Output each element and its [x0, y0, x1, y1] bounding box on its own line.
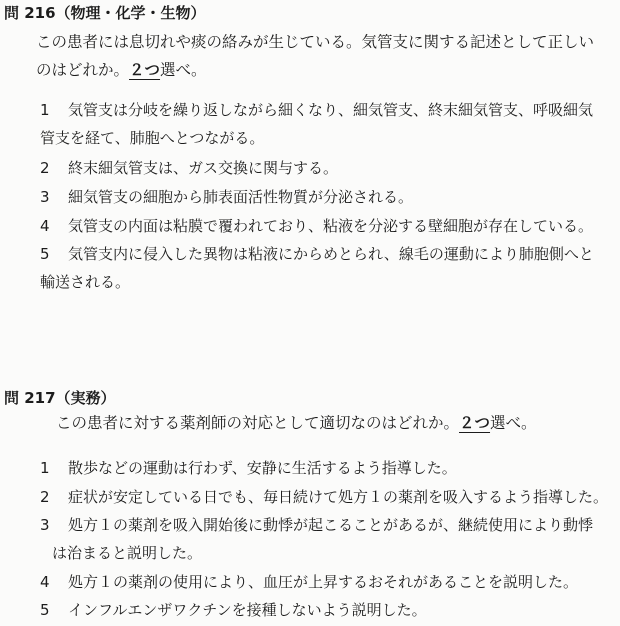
option-number: 4 — [40, 573, 50, 591]
stem-text: のはどれか。 — [36, 61, 130, 79]
option-3 — [40, 183, 620, 211]
stem-text: 選べ。 — [160, 61, 207, 79]
answer-count: ２つ — [459, 414, 491, 432]
stem-text: この患者に対する薬剤師の対応として適切なのはどれか。 — [56, 414, 460, 432]
option-number: 2 — [40, 159, 50, 177]
option-3 — [40, 511, 620, 567]
option-text: 気管支は分岐を繰り返しながら細くなり、細気管支、終末細気管支、呼吸細気 — [68, 101, 594, 119]
question-title: 問 216（物理・化学・生物） — [4, 4, 206, 22]
option-number: 1 — [40, 101, 50, 119]
option-2 — [40, 154, 620, 182]
option-1 — [40, 454, 620, 482]
stem-text: この患者には息切れや痰の絡みが生じている。気管支に関する記述として正しい — [36, 33, 595, 51]
option-text: 終末細気管支は、ガス交換に関与する。 — [68, 159, 339, 177]
option-5 — [40, 596, 620, 624]
option-text: インフルエンザワクチンを接種しないよう説明した。 — [68, 601, 427, 619]
question-stem-line2 — [36, 56, 207, 84]
option-number: 4 — [40, 217, 50, 235]
option-text: 症状が安定している日でも、毎日続けて処方１の薬剤を吸入するよう指導した。 — [68, 488, 609, 506]
option-text: 処方１の薬剤を吸入開始後に動悸が起こることがあるが、継続使用により動悸 — [68, 516, 594, 534]
option-4 — [40, 568, 620, 596]
option-text: 散歩などの運動は行わず、安静に生活するよう指導した。 — [68, 459, 457, 477]
option-number: 1 — [40, 459, 50, 477]
question-stem-line1 — [36, 28, 594, 56]
option-text: 気管支の内面は粘膜で覆われており、粘液を分泌する壁細胞が存在している。 — [68, 217, 594, 235]
option-number: 2 — [40, 488, 50, 506]
question-title: 問 217（実務） — [4, 389, 116, 407]
option-text-cont: 輸送される。 — [40, 273, 131, 291]
option-text-cont: は治まると説明した。 — [52, 544, 203, 562]
option-text-cont: 管支を経て、肺胞へとつながる。 — [40, 129, 265, 147]
option-1 — [40, 96, 620, 152]
option-number: 3 — [40, 516, 50, 534]
stem-text: 選べ。 — [490, 414, 537, 432]
option-number: 5 — [40, 601, 50, 619]
question-stem — [56, 409, 537, 437]
option-2 — [40, 483, 620, 511]
option-text: 気管支内に侵入した異物は粘液にからめとられ、線毛の運動により肺胞側へと — [68, 245, 594, 263]
answer-count: ２つ — [129, 61, 161, 79]
option-5 — [40, 240, 620, 296]
option-text: 細気管支の細胞から肺表面活性物質が分泌される。 — [68, 188, 414, 206]
option-number: 3 — [40, 188, 50, 206]
option-text: 処方１の薬剤の使用により、血圧が上昇するおそれがあることを説明した。 — [68, 573, 579, 591]
option-number: 5 — [40, 245, 50, 263]
option-4 — [40, 212, 620, 240]
